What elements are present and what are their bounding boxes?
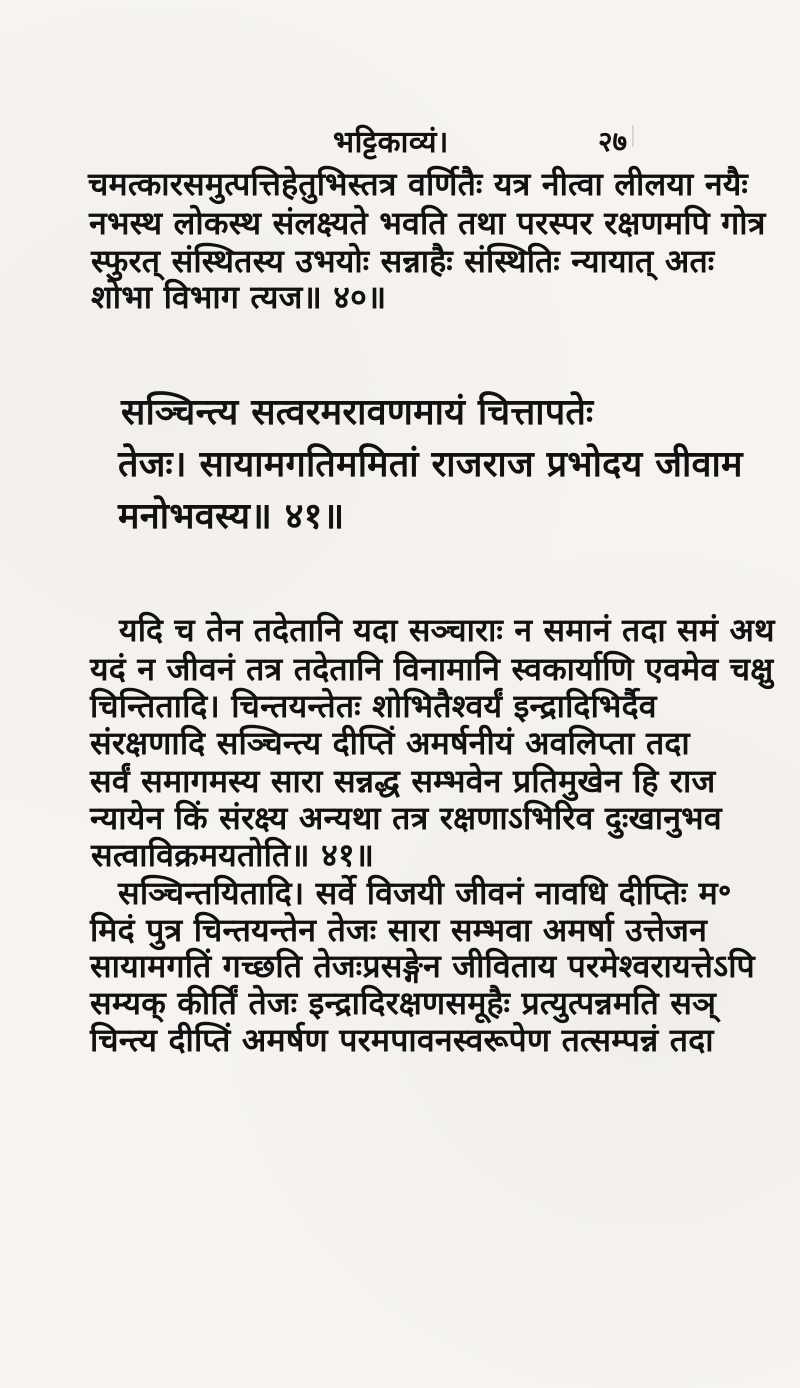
passage-1-line-1: चमत्कारसमुत्पत्तिहेतुभिस्तत्र वर्णितैः यत्र नीत्वा लीलया नयैः: [88, 165, 749, 203]
passage-1-line-4: शोभा विभाग त्यज॥ ४०॥: [91, 278, 387, 316]
commentary-41-line-2: यदं न जीवनं तत्र तदेतानि विनामानि स्वकार्याणि एवमेव चक्षु: [90, 650, 774, 688]
commentary-41-line-3: चिन्तितादि। चिन्तयन्तेतः शोभितैश्वर्यं इन्द्रादिभिर्दैव: [90, 687, 657, 725]
passage-1-line-2: नभस्थ लोकस्थ संलक्ष्यते भवति तथा परस्पर रक्षणमपि गोत्र: [89, 204, 766, 242]
commentary-cont-line-3: सायामगतिं गच्छति तेजःप्रसङ्गेन जीविताय परमेश्वरायत्तेऽपि: [90, 947, 755, 985]
commentary-41-line-1: यदि च तेन तदेतानि यदा सञ्चाराः न समानं तदा समं अथ: [119, 611, 775, 649]
scan-mark: [632, 125, 634, 147]
commentary-41-line-6: न्यायेन किं संरक्ष्य अन्यथा तत्र रक्षणाऽभिरिव दुःखानुभव: [90, 799, 722, 837]
verse-41-line-3: मनोभवस्य॥ ४१॥: [118, 495, 345, 537]
commentary-41-line-7: सत्वाविक्रमयतोति॥ ४१॥: [91, 836, 375, 874]
verse-41-line-2: तेजः। सायामगतिममितां राजराज प्रभोदय जीवाम: [118, 443, 743, 485]
commentary-cont-line-5: चिन्त्य दीप्तिं अमर्षण परमपावनस्वरूपेण तत्सम्पन्नं तदा: [90, 1021, 714, 1059]
verse-41-line-1: सञ्चिन्त्य सत्वरमरावणमायं चित्तापतेः: [121, 391, 594, 433]
page-title: भट्टिकाव्यं।: [333, 125, 449, 160]
page-number: २७: [598, 125, 628, 158]
passage-1-line-3: स्फुरत् संस्थितस्य उभयोः सन्नाहैः संस्थितिः न्यायात् अतः: [91, 242, 715, 280]
commentary-cont-line-1: सञ्चिन्तयितादि। सर्वे विजयी जीवनं नावधि दीप्तिः म॰: [118, 874, 732, 912]
commentary-cont-line-2: मिदं पुत्र चिन्तयन्तेन तेजः सारा सम्भवा अमर्षा उत्तेजन: [90, 911, 708, 949]
page-header: [0, 118, 800, 158]
commentary-41-line-4: संरक्षणादि सञ्चिन्त्य दीप्तिं अमर्षनीयं अवलिप्ता तदा: [90, 724, 690, 762]
commentary-41-line-5: सर्वं समागमस्य सारा सन्नद्ध सम्भवेन प्रतिमुखेन हि राज: [90, 762, 716, 800]
commentary-cont-line-4: सम्यक् कीर्तिं तेजः इन्द्रादिरक्षणसमूहैः प्रत्युत्पन्नमति सञ्: [90, 984, 717, 1022]
